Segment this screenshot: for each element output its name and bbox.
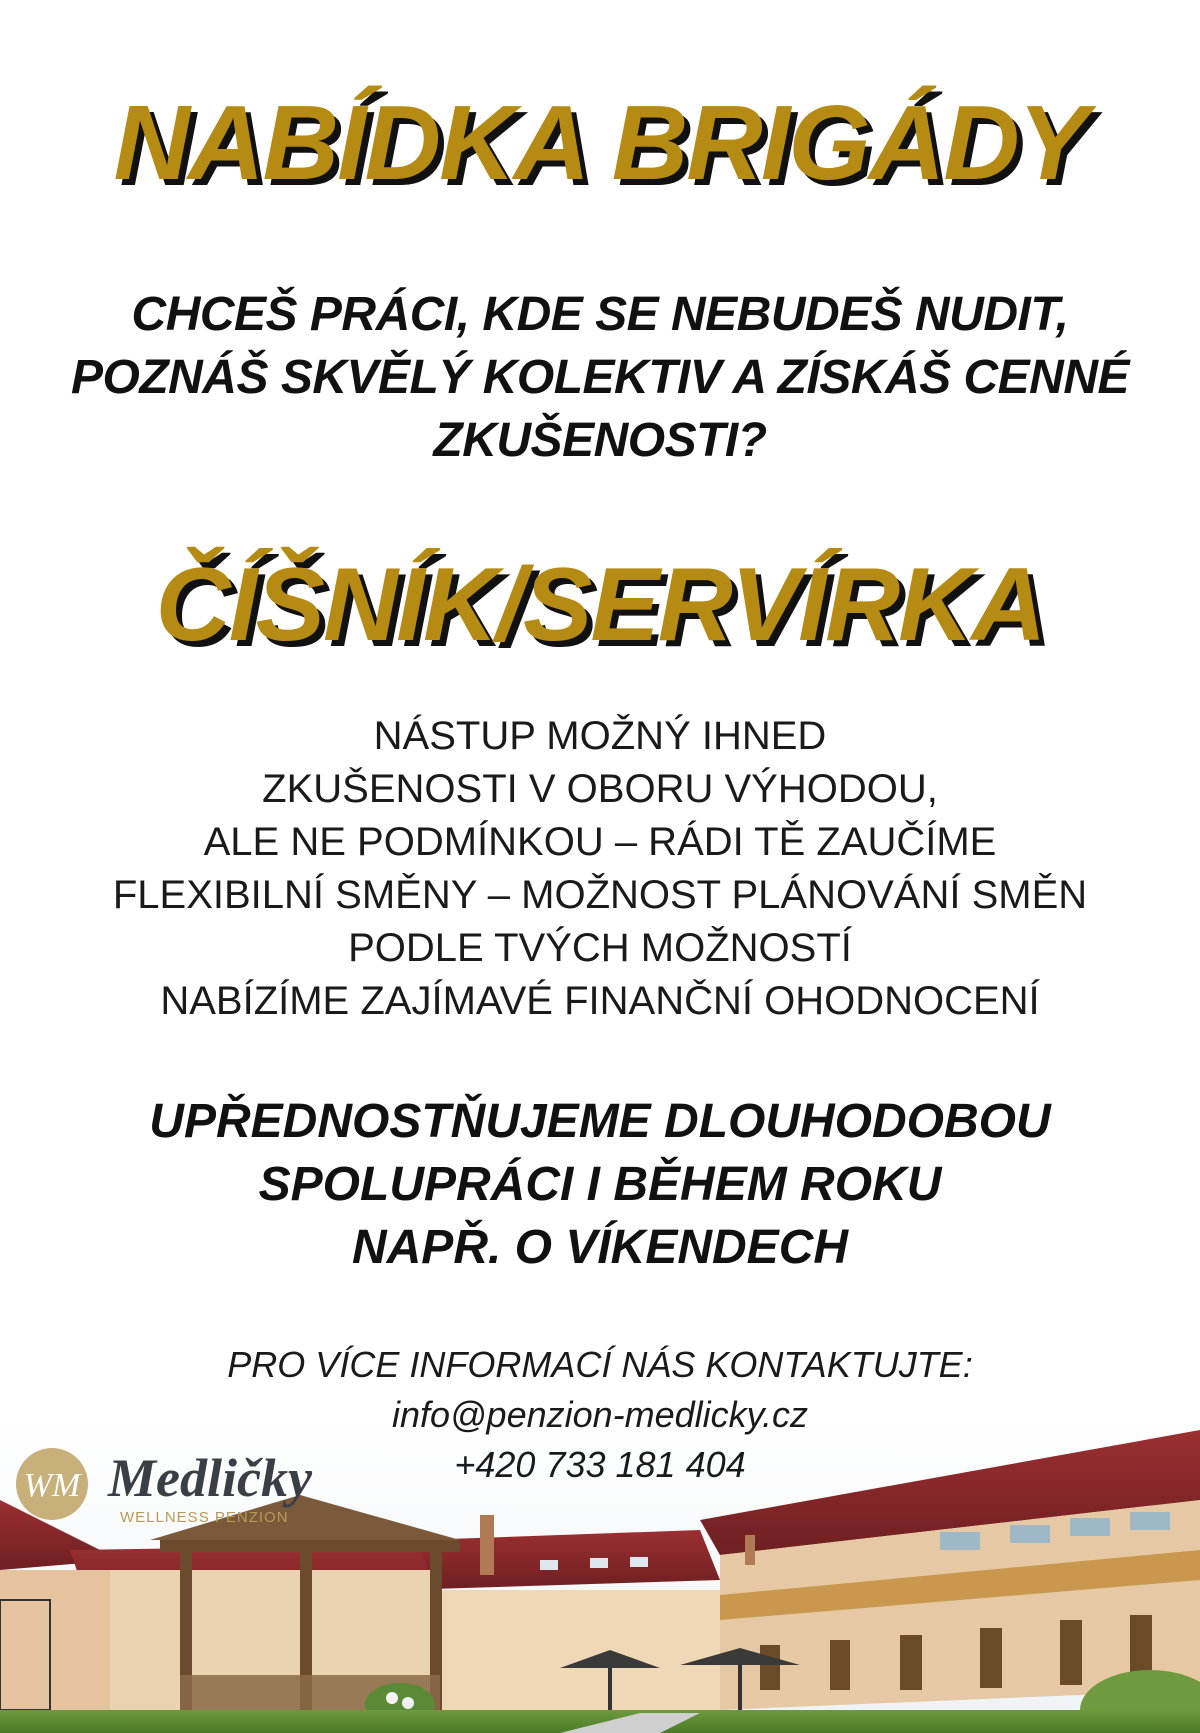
offer-line: NABÍZÍME ZAJÍMAVÉ FINANČNÍ OHODNOCENÍ [160,979,1040,1023]
preference-line: SPOLUPRÁCI I BĚHEM ROKU [258,1158,942,1211]
contact-block [0,1340,1200,1490]
offer-list [0,710,1200,1028]
preference-line: UPŘEDNOSTŇUJEME DLOUHODOBOU [149,1095,1051,1148]
contact-email[interactable]: info@penzion-medlicky.cz [391,1394,809,1435]
offer-line: PODLE TVÝCH MOŽNOSTÍ [348,926,852,970]
offer-line: ZKUŠENOSTI V OBORU VÝHODOU, [262,767,938,811]
offer-line: ALE NE PODMÍNKOU – RÁDI TĚ ZAUČÍME [203,820,997,864]
question-line: CHCEŠ PRÁCI, KDE SE NEBUDEŠ NUDIT, [131,288,1069,341]
svg-text:WM: WM [23,1467,81,1504]
contact-intro: PRO VÍCE INFORMACÍ NÁS KONTAKTUJTE: [227,1344,973,1385]
offer-line: FLEXIBILNÍ SMĚNY – MOŽNOST PLÁNOVÁNÍ SMĚN [112,873,1088,917]
poster-title: NABÍDKA BRIGÁDY [113,84,1087,202]
svg-text:Medličky: Medličky [108,1448,312,1508]
preference-note [0,1090,1200,1279]
preference-line: NAPŘ. O VÍKENDECH [351,1221,849,1274]
offer-line: NÁSTUP MOŽNÝ IHNED [373,714,827,758]
contact-phone[interactable]: +420 733 181 404 [454,1444,746,1485]
intro-question [0,283,1200,472]
question-line: POZNÁŠ SKVĚLÝ KOLEKTIV A ZÍSKÁŠ CENNÉ [70,351,1130,404]
job-position: ČÍŠNÍK/SERVÍRKA [155,547,1045,663]
question-line: ZKUŠENOSTI? [433,414,767,467]
svg-text:WELLNESS PENZION: WELLNESS PENZION [120,1509,289,1526]
